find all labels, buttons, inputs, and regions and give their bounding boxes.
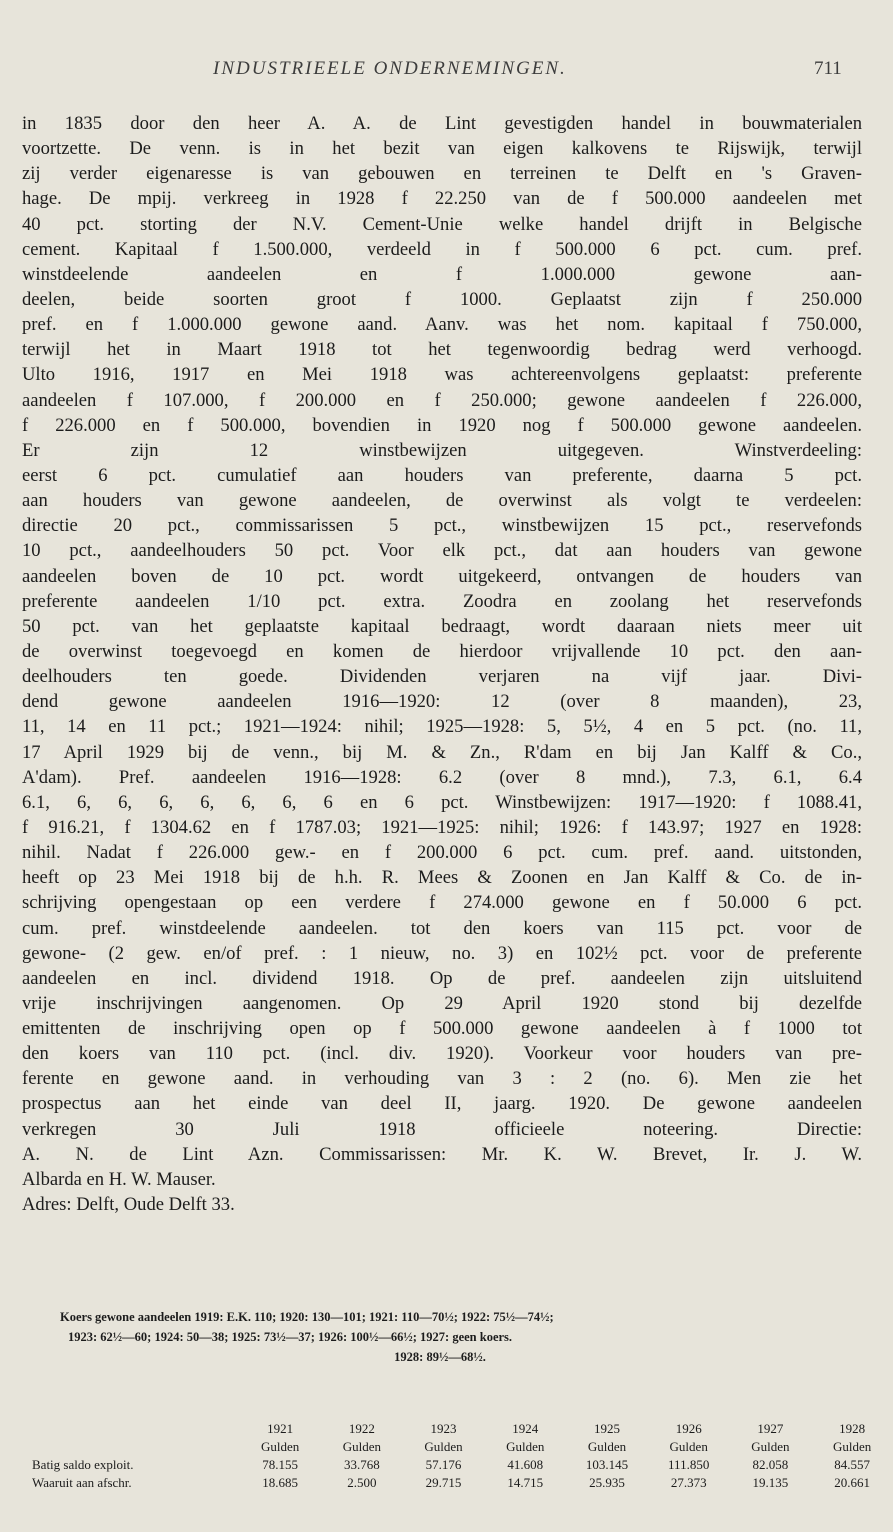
body-line: 11, 14 en 11 pct.; 1921—1924: nihil; 1925—1928: 5, 5½, 4 en 5 pct. (no. 11,	[22, 716, 862, 738]
body-line: cum. pref. winstdeelende aandeelen. tot den koers van 115 pct. voor de	[22, 917, 862, 939]
body-line: 17 April 1929 bij de venn., bij M. & Zn., R'dam en bij Jan Kalff & Co.,	[22, 741, 862, 763]
body-line: zij verder eigenaresse is van gebouwen en terreinen te Delft en 's Graven-	[22, 163, 862, 185]
table-row	[32, 1474, 893, 1492]
body-line: 50 pct. van het geplaatste kapitaal bedraagt, wordt daaraan niets meer uit	[22, 615, 862, 637]
table-cell: 1926	[675, 1421, 702, 1436]
table-cell: 1925	[593, 1421, 620, 1436]
body-line: pref. en f 1.000.000 gewone aand. Aanv. was het nom. kapitaal f 750.000,	[22, 314, 862, 336]
table-cell: 57.176	[425, 1457, 462, 1472]
page-header	[0, 58, 893, 88]
table-cell: 29.715	[425, 1475, 462, 1490]
body-line: cement. Kapitaal f 1.500.000, verdeeld in f 500.000 6 pct. cum. pref.	[22, 238, 862, 260]
body-line: 10 pct., aandeelhouders 50 pct. Voor elk pct., dat aan houders van gewone	[22, 540, 862, 562]
table-cell: 33.768	[343, 1457, 380, 1472]
body-line: winstdeelende aandeelen en f 1.000.000 gewone aan-	[22, 263, 862, 285]
table-cell: 2.500	[347, 1475, 377, 1490]
table-cell: 20.661	[834, 1475, 870, 1490]
body-line: eerst 6 pct. cumulatief aan houders van preferente, daarna 5 pct.	[22, 464, 862, 486]
body-line: aan houders van gewone aandeelen, de overwinst als volgt te verdeelen:	[22, 490, 862, 512]
table-cell: Gulden	[260, 1439, 300, 1454]
page-number: 711	[814, 58, 842, 79]
table-cell: 1923	[430, 1421, 457, 1436]
header-row-years	[32, 1420, 893, 1438]
row-label	[32, 1420, 239, 1438]
table-cell: 103.145	[585, 1457, 629, 1472]
table-cell: 111.850	[668, 1457, 710, 1472]
body-line: gewone- (2 gew. en/of pref. : 1 nieuw, no. 3) en 102½ pct. voor de preferente	[22, 942, 862, 964]
table-cell: 1927	[757, 1421, 784, 1436]
body-line: aandeelen boven de 10 pct. wordt uitgekeerd, ontvangen de houders van	[22, 565, 862, 587]
body-line: directie 20 pct., commissarissen 5 pct., winstbewijzen 15 pct., reservefonds	[22, 515, 862, 537]
body-line: heeft op 23 Mei 1918 bij de h.h. R. Mees & Zoonen en Jan Kalff & Co. de in-	[22, 867, 862, 889]
table-cell: 27.373	[670, 1475, 707, 1490]
table-cell: 25.935	[589, 1475, 625, 1490]
body-line: preferente aandeelen 1/10 pct. extra. Zoodra en zoolang het reservefonds	[22, 590, 862, 612]
body-text	[22, 111, 862, 1217]
body-line: de overwinst toegevoegd en komen de hierdoor vrijvallende 10 pct. den aan-	[22, 640, 862, 662]
body-line: emittenten de inschrijving open op f 500.000 gewone aandeelen à f 1000 tot	[22, 1018, 862, 1040]
body-line: ferente en gewone aand. in verhouding van 3 : 2 (no. 6). Men zie het	[22, 1068, 862, 1090]
body-line: f 226.000 en f 500.000, bovendien in 1920 nog f 500.000 gewone aandeelen.	[22, 414, 862, 436]
body-line: 6.1, 6, 6, 6, 6, 6, 6, 6 en 6 pct. Winstbewijzen: 1917—1920: f 1088.41,	[22, 791, 862, 813]
table-cell: 1922	[348, 1421, 375, 1436]
table-cell: 1924	[512, 1421, 539, 1436]
table-cell: 84.557	[834, 1457, 870, 1472]
table-row	[32, 1456, 893, 1474]
table-cell: 78.155	[262, 1457, 298, 1472]
body-line: dend gewone aandeelen 1916—1920: 12 (over 8 maanden), 23,	[22, 691, 862, 713]
body-line: prospectus aan het einde van deel II, jaarg. 1920. De gewone aandeelen	[22, 1093, 862, 1115]
table-cell: Gulden	[587, 1439, 627, 1454]
running-title: INDUSTRIEELE ONDERNEMINGEN.	[213, 58, 567, 79]
body-line: vrije inschrijvingen aangenomen. Op 29 April 1920 stond bij dezelfde	[22, 992, 862, 1014]
table-cell: 14.715	[507, 1475, 544, 1490]
table-cell: Gulden	[751, 1439, 790, 1454]
body-line: Er zijn 12 winstbewijzen uitgegeven. Winstverdeeling:	[22, 439, 862, 461]
table-cell: Gulden	[342, 1439, 381, 1454]
table-cell: 1921	[267, 1421, 294, 1436]
table-cell: 18.685	[262, 1475, 298, 1490]
body-line: den koers van 110 pct. (incl. div. 1920). Voorkeur voor houders van pre-	[22, 1043, 862, 1065]
body-line: nihil. Nadat f 226.000 gew.- en f 200.000 6 pct. cum. pref. aand. uitstonden,	[22, 842, 862, 864]
body-line: f 916.21, f 1304.62 en f 1787.03; 1921—1925: nihil; 1926: f 143.97; 1927 en 1928:	[22, 816, 862, 838]
body-line: Ulto 1916, 1917 en Mei 1918 was achtereenvolgens geplaatst: preferente	[22, 364, 862, 386]
table-cell: 1928	[839, 1421, 866, 1436]
body-line: deelen, beide soorten groot f 1000. Geplaatst zijn f 250.000	[22, 288, 862, 310]
koers-line: Koers gewone aandeelen 1919: E.K. 110; 1920: 130—101; 1921: 110—70½; 1922: 75½—74½;	[60, 1310, 554, 1324]
body-line: verkregen 30 Juli 1918 officieele noteering. Directie:	[22, 1118, 862, 1140]
body-line: hage. De mpij. verkreeg in 1928 f 22.250 van de f 500.000 aandeelen met	[22, 188, 862, 210]
body-line: in 1835 door den heer A. A. de Lint gevestigden handel in bouwmaterialen	[22, 113, 862, 134]
koers-section	[60, 1307, 880, 1367]
body-line: Albarda en H. W. Mauser.	[22, 1168, 216, 1190]
koers-line: 1928: 89½—68½.	[394, 1350, 486, 1364]
table-cell: Gulden	[832, 1439, 872, 1454]
body-line: 40 pct. storting der N.V. Cement-Unie welke handel drijft in Belgische	[22, 213, 862, 235]
body-line: aandeelen en incl. dividend 1918. Op de pref. aandeelen zijn uitsluitend	[22, 967, 862, 989]
body-line: terwijl het in Maart 1918 tot het tegenwoordig bedrag werd verhoogd.	[22, 339, 862, 361]
body-line: deelhouders ten goede. Dividenden verjaren na vijf jaar. Divi-	[22, 666, 862, 688]
table-cell: 19.135	[752, 1475, 789, 1490]
body-line: voortzette. De venn. is in het bezit van eigen kalkovens te Rijswijk, terwijl	[22, 138, 862, 160]
body-line: aandeelen f 107.000, f 200.000 en f 250.000; gewone aandeelen f 226.000,	[22, 389, 862, 411]
body-line: schrijving opengestaan op een verdere f 274.000 gewone en f 50.000 6 pct.	[22, 892, 862, 914]
table-cell: Gulden	[424, 1439, 463, 1454]
table-cell: Gulden	[506, 1439, 545, 1454]
body-line: A. N. de Lint Azn. Commissarissen: Mr. K. W. Brevet, Ir. J. W.	[22, 1143, 862, 1165]
row-label	[32, 1438, 239, 1456]
table-cell: Gulden	[669, 1439, 708, 1454]
body-line: A'dam). Pref. aandeelen 1916—1928: 6.2 (over 8 mnd.), 7.3, 6.1, 6.4	[22, 766, 862, 788]
table-cell: 41.608	[507, 1457, 544, 1472]
row-label: Waaruit aan afschr.	[32, 1475, 132, 1490]
financials-table	[32, 1420, 893, 1492]
koers-line: 1923: 62½—60; 1924: 50—38; 1925: 73½—37; 1926: 100½—66½; 1927: geen koers.	[68, 1330, 513, 1344]
row-label: Batig saldo exploit.	[32, 1457, 134, 1472]
body-line: Adres: Delft, Oude Delft 33.	[22, 1194, 235, 1216]
header-row-unit	[32, 1438, 893, 1456]
table-cell: 82.058	[752, 1457, 789, 1472]
